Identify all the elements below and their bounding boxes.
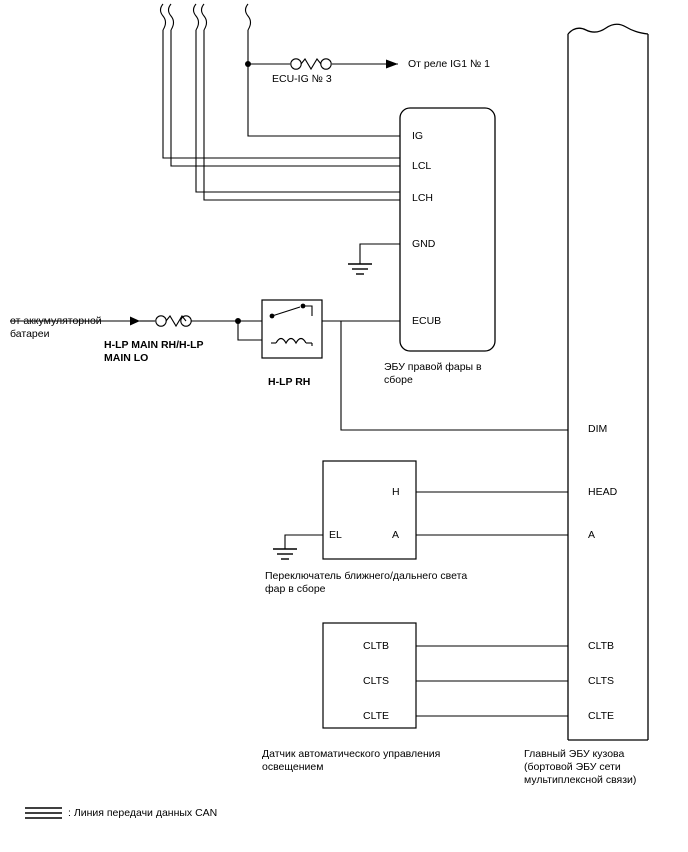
relay-label: H-LP RH [268,376,311,388]
pin-clte-main: CLTE [588,710,615,722]
right-headlight-ecu-caption-line1: ЭБУ правой фары в [384,361,482,373]
pin-clts-sensor: CLTS [363,675,390,687]
pin-gnd: GND [412,238,436,250]
pin-lch: LCH [412,192,434,204]
dimmer-switch-caption-line2: фар в сборе [265,583,326,595]
pin-dim: DIM [588,423,608,435]
pin-head: HEAD [588,486,618,498]
auto-light-sensor-caption-line1: Датчик автоматического управления [262,748,441,760]
pin-a-main: A [588,529,596,541]
pin-a: A [392,529,400,541]
pin-el: EL [329,529,342,541]
fuse-label-line2: MAIN LO [104,352,149,364]
main-body-ecu-caption-line2: (бортовой ЭБУ сети [524,761,621,773]
pin-h: H [392,486,400,498]
from-relay-label: От реле IG1 № 1 [408,58,490,70]
fuse-label-line1: H-LP MAIN RH/H-LP [104,339,204,351]
pin-ecub: ECUB [412,315,442,327]
right-headlight-ecu-caption-line2: сборе [384,374,413,386]
pin-clts-main: CLTS [588,675,615,687]
pin-ig: IG [412,130,424,142]
main-body-ecu-caption-line1: Главный ЭБУ кузова [524,748,625,760]
pin-cltb-main: CLTB [588,640,615,652]
dimmer-switch-caption-line1: Переключатель ближнего/дальнего света [265,570,468,582]
pin-clte-sensor: CLTE [363,710,390,722]
main-body-ecu-caption-line3: мультиплексной связи) [524,774,637,786]
ecu-ig-label: ECU-IG № 3 [272,73,332,85]
battery-label-line2: батареи [10,328,50,340]
legend-text: : Линия передачи данных CAN [68,807,218,819]
battery-label-line1: от аккумуляторной [10,315,102,327]
pin-lcl: LCL [412,160,432,172]
auto-light-sensor-caption-line2: освещением [262,761,324,773]
pin-cltb-sensor: CLTB [363,640,390,652]
